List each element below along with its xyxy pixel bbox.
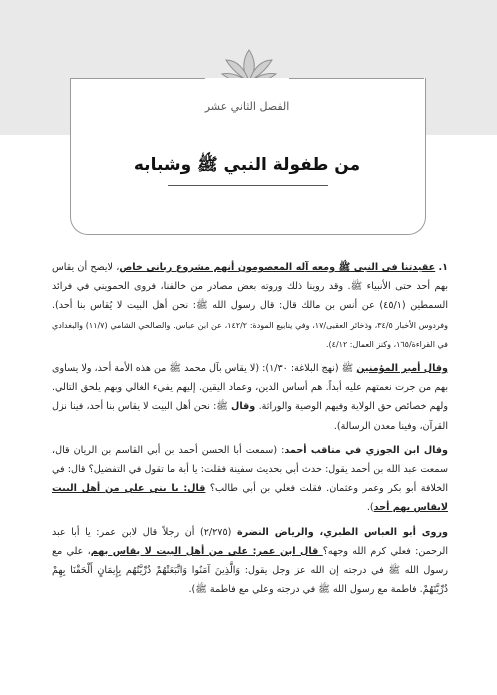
paragraph-1-references: وفردوس الأخبار ٣٤/٥، وذخائر العقبى/١٧، وفي ينابيع المودة: ١٤٢/٢، عن ابن عباس. والصالحي الشامي (١١/٧) والبغدادي في القراءة/١٦٥، وكنز العمال: ٤/١٢). [52, 320, 448, 349]
title-underline [168, 185, 328, 186]
paragraph-1-text: ، لايصح أن يقاس بهم أحد حتى الأنبياء ﷺ. وقد روينا ذلك وروته بعض مصادر من خالفنا، فروى الحمويني في فرائد السمطين (٤٥/١) عن أنس بن مالك قال: قال رسول الله ﷺ: نحن أهل البيت لا يُقاس بنا أحد). [52, 262, 448, 312]
paragraph-4-heading: وروى أبو العباس الطبري، والرياض النضرة [236, 526, 448, 538]
paragraph-4-text: (٢/٢٧٥) أن رجلاً قال لابن عمر: يا أبا عبد الرحمن: فعلي كرم الله وجهه؟ [52, 526, 448, 557]
paragraph-1-number: ١. [438, 262, 448, 273]
paragraph-3-text: : (سمعت أبا الحسن أحمد بن أبي القاسم بن الريان قال، سمعت عبد الله بن أحمد يقول: حدث أبي بحديث سفينة فقلت: يا أبة ما تقول في التفضيل؟ قال: في الخلافة أبو بكر وعمر وعثمان. فقلت فعلي بن أبي طالب؟ [52, 444, 448, 495]
paragraph-2 [52, 359, 448, 436]
paragraph-4 [52, 523, 448, 600]
paragraph-4-heading-2: قال ابن عمر: علي من أهل البيت لا يقاس بهم [90, 545, 323, 557]
paragraph-1 [52, 258, 448, 354]
chapter-title: من طفولة النبي ﷺ وشبابه [133, 155, 361, 175]
paragraph-2-text-2: ﷺ: نحن أهل البيت لا يقاس بنا أحد، فينا نزل القرآن، وفينا معدن الرسالة). [52, 401, 448, 432]
chapter-label: الفصل الثاني عشر [204, 100, 290, 113]
body-text [52, 258, 448, 604]
paragraph-1-heading: عقيدتنا في النبي ﷺ ومعه آله المعصومون [237, 262, 436, 273]
paragraph-3-text-2: ). [366, 502, 374, 514]
paragraph-3-heading-2: قال: يا بني علي من أهل البيت لايقاس بهم أحد [52, 483, 448, 514]
paragraph-4-text-2: ، علي مع رسول الله ﷺ في درجته إن الله عز وجل يقول: وَالَّذِينَ آمَنُوا وَاتَّبَعَتْهُمْ ذُرِّيَّتُهُم بِإِيمَانٍ أَلْحَقْنَا بِهِمْ ذُرِّيَّتَهُمْ. فاطمة مع رسول الله ﷺ في درجته وعلي مع فاطمة ﷺ). [52, 545, 448, 596]
chapter-frame-top [70, 78, 424, 79]
paragraph-2-text: ﷺ (نهج البلاغة: ١/٣٠): (لا يقاس بآل محمد ﷺ من هذه الأمة أحد، ولا يساوى بهم من جرت نعمتهم عليه أبداً. هم أساس الدين، وعماد اليقين. إليهم يفيء الغالي وبهم يلحق التالي. ولهم خصائص حق الولاية وفيهم الوصية والوراثة. [52, 363, 448, 413]
paragraph-2-heading: وقال أمير المؤمنين [356, 363, 448, 375]
paragraph-1-heading-2: أنهم مشروع رباني خاص [119, 262, 238, 273]
paragraph-3 [52, 441, 448, 518]
paragraph-2-heading-2: وقال [231, 401, 259, 413]
paragraph-3-heading: وقال ابن الجوزي في مناقب أحمد [284, 444, 448, 456]
